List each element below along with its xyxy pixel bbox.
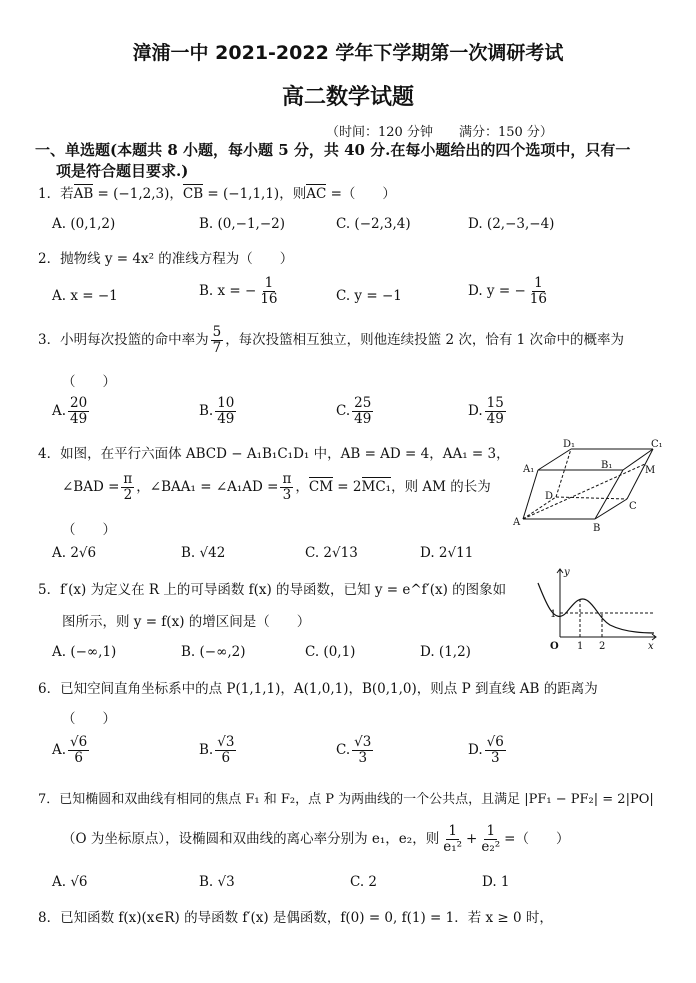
q7-option-d: D. 1 [482,874,510,890]
label-c: C [629,501,637,512]
q7-stem-line1: 7．已知椭圆和双曲线有相同的焦点 F₁ 和 F₂，点 P 为两曲线的一个公共点，且满足 |PF₁ − PF₂| = 2|PO| [38,792,654,807]
exam-title: 漳浦一中 2021-2022 学年下学期第一次调研考试 [132,42,564,64]
exp-derivative-graph [522,563,662,653]
section-heading-line2: 项是符合题目要求.) [56,162,189,180]
q3-paren: （ ） [62,374,116,390]
q5-option-d: D. (1,2) [420,644,471,660]
q7-stem-line2: （O 为坐标原点），设椭圆和双曲线的离心率分别为 e₁，e₂，则 $\frac{1}{\text{e₁²}}$ + $\frac{1}{\text{e₂²}}$ =（ ） [62,823,570,855]
q4-option-d: D. 2√11 [420,545,474,561]
q5-stem-line1: 5．f′(x) 为定义在 R 上的可导函数 f(x) 的导函数，已知 y = e^f′(x) 的图象如 [38,582,507,598]
q2-option-a: A. x = −1 [52,288,118,304]
q3-option-a: A. $\frac{20}{49}$ [52,395,88,427]
q4-option-b: B. √42 [181,545,226,561]
q7-option-b: B. √3 [199,874,235,890]
fraction: $\frac{1}{16}$ [529,275,547,307]
label-a1: A₁ [523,464,535,475]
q1-stem: 1．若AB = (−1,2,3)，CB = (−1,1,1)，则AC =（ ） [38,186,396,202]
q5-stem-line2: 图所示，则 y = f(x) 的增区间是（ ） [62,614,311,630]
q6-option-d: D. $\frac{√6}{3}$ [468,734,504,766]
q7-option-c: C. 2 [350,874,378,890]
q4-stem-line2: ∠BAD = $\frac{\pi}{2}$ ，∠BAA₁ = ∠A₁AD = $\frac{\pi}{3}$ ，CM = 2MC₁，则 AM 的长为 [62,471,491,503]
q6-option-a: A. $\frac{√6}{6}$ [52,734,88,766]
q1-option-c: C. (−2,3,4) [336,216,411,232]
origin-label: O [550,641,559,652]
section-heading-line1: 一、单选题(本题共 8 小题，每小题 5 分，共 40 分.在每小题给出的四个选项中，只有一 [35,141,631,159]
q4-option-c: C. 2√13 [305,545,358,561]
fraction: $\frac{5}{7}$ [212,324,222,356]
label-c1: C₁ [651,439,663,450]
q3-option-b: B. $\frac{10}{49}$ [199,395,235,427]
tick-y-1: 1 [550,609,557,620]
q4-paren: （ ） [62,522,116,538]
exam-time: （时间：120 分钟 满分：150 分） [326,125,553,140]
q6-stem: 6．已知空间直角坐标系中的点 P(1,1,1)，A(1,0,1)，B(0,1,0)，则点 P 到直线 AB 的距离为 [38,681,598,697]
q2-stem: 2．抛物线 y = 4x² 的准线方程为（ ） [38,251,294,267]
q5-option-c: C. (0,1) [305,644,356,660]
q3-option-d: D. $\frac{15}{49}$ [468,395,504,427]
tick-x-1: 1 [577,641,584,652]
label-a: A [513,517,521,528]
q6-paren: （ ） [62,711,116,727]
tick-x-2: 2 [599,641,606,652]
label-m: M [645,465,656,476]
q3-stem: 3．小明每次投篮的命中率为 $\frac{5}{7}$ ，每次投篮相互独立，则他连续投篮 2 次，恰有 1 次命中的概率为 [38,324,625,356]
fraction: $\frac{1}{16}$ [260,275,278,307]
label-b1: B₁ [601,460,613,471]
parallelepiped-figure [505,437,665,537]
q1-option-d: D. (2,−3,−4) [468,216,555,232]
q2-option-b: B. x = − $\frac{1}{16}$ [199,275,278,307]
q2-option-c: C. y = −1 [336,288,402,304]
label-d: D [545,491,554,502]
q1-option-b: B. (0,−1,−2) [199,216,286,232]
q8-stem: 8．已知函数 f(x)(x∈R) 的导函数 f′(x) 是偶函数，f(0) = 0, f(1) = 1．若 x ≥ 0 时， [38,910,553,926]
q6-option-c: C. $\frac{√3}{3}$ [336,734,372,766]
q3-option-c: C. $\frac{25}{49}$ [336,395,372,427]
q5-option-a: A. (−∞,1) [52,644,117,660]
exam-subtitle: 高二数学试题 [281,84,414,110]
q2-option-d: D. y = − $\frac{1}{16}$ [468,275,547,307]
q4-stem-line1: 4．如图，在平行六面体 ABCD − A₁B₁C₁D₁ 中，AB = AD = 4，AA₁ = 3， [38,446,510,462]
label-d1: D₁ [563,439,576,450]
q6-option-b: B. $\frac{√3}{6}$ [199,734,235,766]
axis-label-y: y [564,567,570,578]
axis-label-x: x [648,641,654,652]
q7-option-a: A. √6 [52,874,88,890]
q5-option-b: B. (−∞,2) [181,644,246,660]
q1-option-a: A. (0,1,2) [52,216,116,232]
q4-option-a: A. 2√6 [52,545,97,561]
label-b: B [593,523,601,534]
